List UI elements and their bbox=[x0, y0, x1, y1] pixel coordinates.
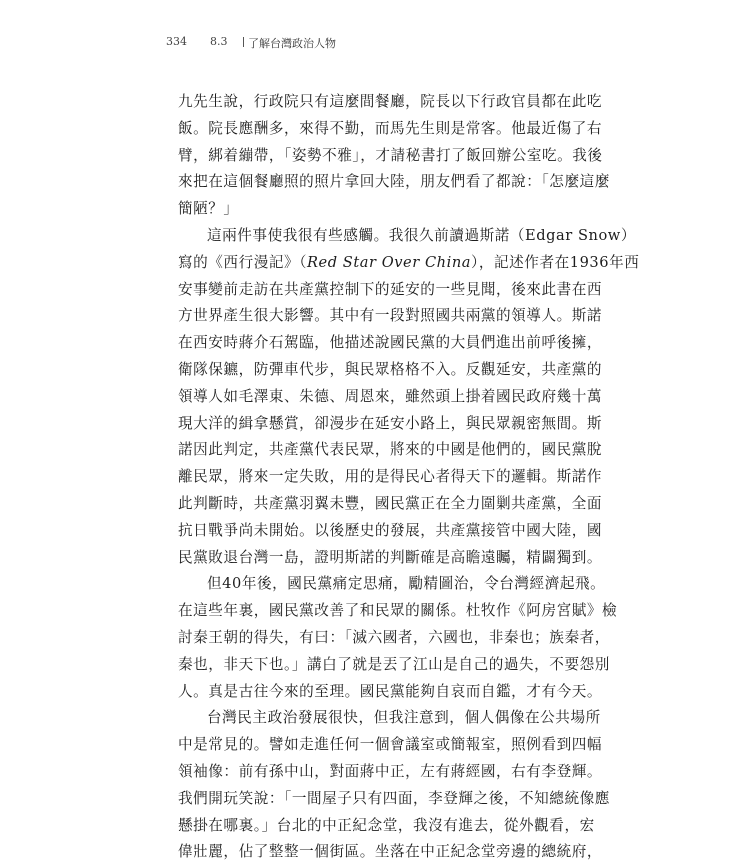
text-line: 來把在這個餐廳照的照片拿回大陸，朋友們看了都說：「怎麼這麼 bbox=[178, 173, 610, 191]
text-line: 離民眾，將來一定失敗，用的是得民心者得天下的邏輯。斯諾作 bbox=[178, 468, 603, 486]
text-line: 九先生說，行政院只有這麼間餐廳，院長以下行政官員都在此吃 bbox=[178, 93, 603, 110]
text-line: 領袖像：前有孫中山，對面蔣中正，左有蔣經國，右有李登輝。 bbox=[178, 762, 603, 780]
section-number: 8.3 bbox=[210, 35, 228, 48]
running-title: 了解台灣政治人物 bbox=[248, 37, 336, 50]
text-line: 我們開玩笑說：「一間屋子只有四面，李登輝之後，不知總統像應 bbox=[178, 789, 610, 807]
text-line: 民黨敗退台灣一島，證明斯諾的判斷確是高瞻遠矚，精闢獨到。 bbox=[178, 548, 603, 566]
text-line: 在這些年裏，國民黨改善了和民眾的關係。杜牧作《阿房宮賦》檢 bbox=[178, 602, 618, 620]
text-line: 討秦王朝的得失，有曰：「滅六國者，六國也，非秦也；族秦者， bbox=[178, 628, 610, 646]
text-line: 但40年後，國民黨痛定思痛，勵精圖治，令台灣經濟起飛。 bbox=[207, 575, 606, 593]
text-line: 臂，綁着繃帶，「姿勢不雅」，才請秘書打了飯回辦公室吃。我後 bbox=[178, 146, 603, 164]
text-line: 此判斷時，共產黨羽翼未豐，國民黨正在全力圍剿共產黨，全面 bbox=[178, 494, 603, 512]
text-line: 中是常見的。譬如走進任何一個會議室或簡報室，照例看到四幅 bbox=[178, 736, 603, 754]
paragraph bbox=[178, 223, 640, 571]
text-line: 飯。院長應酬多，來得不勤，而馬先生則是常客。他最近傷了右 bbox=[178, 119, 603, 137]
book-title-italic: Red Star Over China bbox=[307, 253, 472, 271]
page-header bbox=[0, 35, 750, 55]
paragraph bbox=[178, 89, 610, 223]
header-separator bbox=[243, 37, 244, 47]
text-line: 衛隊保鑣，防彈車代步，與民眾格格不入。反觀延安，共產黨的 bbox=[178, 360, 603, 378]
text-line: 這兩件事使我很有些感觸。我很久前讀過斯諾（Edgar Snow） bbox=[207, 226, 636, 244]
text-line: 安事變前走訪在共產黨控制下的延安的一些見聞，後來此書在西 bbox=[178, 280, 603, 298]
body-text bbox=[178, 89, 640, 866]
text-line: 懸掛在哪裏。」台北的中正紀念堂，我沒有進去，從外觀看，宏 bbox=[178, 816, 595, 834]
text-line: 抗日戰爭尚未開始。以後歷史的發展，共產黨接管中國大陸，國 bbox=[178, 521, 603, 539]
text-line: 秦也，非天下也。」講白了就是丟了江山是自己的過失，不要怨別 bbox=[178, 655, 610, 673]
text-line: 領導人如毛澤東、朱德、周恩來，雖然頭上掛着國民政府幾十萬 bbox=[178, 387, 603, 405]
text-line: 在西安時蔣介石駕臨，他描述說國民黨的大員們進出前呼後擁， bbox=[178, 334, 603, 352]
text-line: 寫的《西行漫記》（Red Star Over China），記述作者在1936年西 bbox=[178, 253, 640, 271]
text-line: 偉壯麗，佔了整整一個街區。坐落在中正紀念堂旁邊的總統府， bbox=[178, 843, 603, 861]
paragraph bbox=[178, 705, 610, 866]
page-number: 334 bbox=[166, 35, 187, 48]
text-line: 諾因此判定，共產黨代表民眾，將來的中國是他們的，國民黨脫 bbox=[178, 441, 603, 459]
text-line: 人。真是古往今來的至理。國民黨能夠自哀而自鑑，才有今天。 bbox=[178, 682, 603, 700]
text-line: 簡陋？」 bbox=[178, 200, 239, 218]
text-line: 現大洋的緝拿懸賞，卻漫步在延安小路上，與民眾親密無間。斯 bbox=[178, 414, 603, 432]
text-line: 台灣民主政治發展很快，但我注意到，個人偶像在公共場所 bbox=[207, 709, 601, 727]
paragraph bbox=[178, 571, 618, 705]
text-line: 方世界產生很大影響。其中有一段對照國共兩黨的領導人。斯諾 bbox=[178, 307, 603, 325]
